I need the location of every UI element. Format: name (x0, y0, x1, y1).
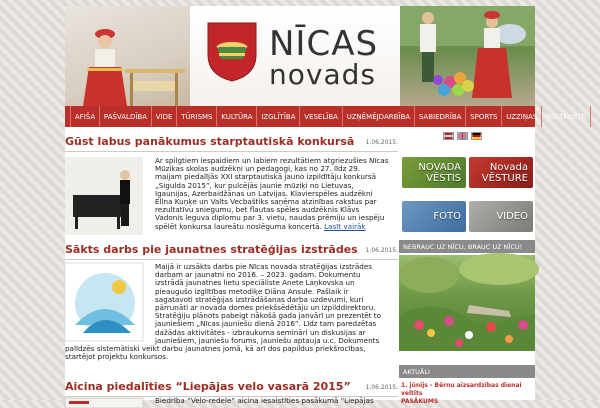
article-line: jauniešiem „Nīcas jauniešu dienā 2016”. Līdz tam paredzētas (155, 319, 377, 329)
article-text (155, 397, 398, 405)
article-line: darbam ar jaunatni no 2016. – 2023. gadam. Dokumentu (155, 270, 361, 280)
news-item[interactable] (401, 382, 535, 406)
article-image-strategy[interactable] (65, 263, 143, 341)
nav-item-pasvaldiba[interactable]: PAŠVALDĪBA (100, 106, 152, 127)
article-line: Ar spilgtiem iespaidiem un labiem rezultātiem atgriezušies Nīcas (155, 156, 389, 165)
nav-item-sports[interactable]: SPORTS (466, 106, 502, 127)
folk-costume-woman-image (83, 28, 127, 106)
latvia-flag-icon[interactable] (443, 132, 454, 140)
article-text-full (65, 345, 398, 361)
slogan-banner: NEBRAUC UZ NĪCU, BRAUC UZ NĪCU! (399, 240, 535, 253)
nav-item-sabiedriba[interactable]: SABIEDRĪBA (415, 106, 466, 127)
page (65, 6, 586, 405)
nav-item-kultura[interactable]: KULTŪRA (217, 106, 257, 127)
nav-item-uzzinas[interactable]: UZZIŅAS (502, 106, 542, 127)
header-photo-right (400, 6, 535, 106)
nav-item-uznemejdarbiba[interactable]: UZŅĒMĒJDARBĪBA (343, 106, 415, 127)
sidebar (399, 127, 535, 405)
tile-label-line: VĒSTIS (426, 172, 461, 184)
article-date: 1.06.2015. (365, 247, 398, 254)
article-line: izstrādā jaunatnes lietu speciāliste Anete Laņkovska un (155, 278, 355, 288)
news-item-line: 1. jūnijs - Bērnu aizsardzības dienai veltīts (401, 382, 522, 397)
flower-garden-image (399, 255, 535, 351)
tile-label (482, 162, 528, 184)
article-title[interactable]: Aicina piedalīties “Liepājas velo vasarā 2015” (65, 380, 351, 393)
article-title[interactable]: Sākts darbs pie jaunatnes stratēģijas izstrādes (65, 243, 358, 256)
header-photo-left (65, 6, 190, 106)
tile-label-line: VĒSTURE (481, 172, 528, 184)
article-divider (65, 151, 398, 152)
novada-vesture-tile[interactable] (469, 157, 533, 188)
nav-item-izglitiba[interactable]: IZGLĪTĪBA (257, 106, 300, 127)
tile-label: VIDEO (496, 211, 528, 222)
article-title[interactable]: Gūst labus panākumus starptautiskā konkursā (65, 135, 355, 148)
site-header (65, 6, 535, 106)
read-more-link[interactable]: Lasīt vairāk (324, 221, 366, 231)
article-line: startējot projektu konkursos. (65, 352, 169, 362)
article-line: rezultatīvu sniegumu, bet flautas spēles audzēknis Klāvs (155, 205, 360, 215)
nav-item-veseliba[interactable]: VESELĪBA (300, 106, 342, 127)
article-line: dažādas aktivitātes - izbraukuma semināri un diskusijas ar (155, 327, 366, 337)
nav-item-turisms[interactable]: TŪRISMS (177, 106, 217, 127)
article-text (155, 263, 398, 345)
article-line: Maijā ir uzsākts darbs pie Nīcas novada stratēģijas izstrādes (155, 262, 372, 271)
article-line: Mūzikas skolas audzēkņi un pedagogi, kas no 27. līdz 29. (155, 164, 361, 174)
article-line: palīdzēs sistemātiski veikt darbu jaunatnes jomā, kā arī dos papildus priekšrocības, (65, 344, 366, 353)
article-line (155, 223, 398, 231)
nav-item-pastkaste[interactable]: PASTKASTE (542, 106, 590, 127)
germany-flag-icon[interactable] (471, 132, 482, 140)
loom-image (125, 61, 185, 106)
article-image-velo[interactable] (65, 398, 143, 408)
article-text (155, 157, 398, 231)
video-tile[interactable] (469, 201, 533, 232)
coat-of-arms-icon (206, 21, 258, 83)
novada-vestis-tile[interactable] (402, 157, 466, 188)
article-image-concert[interactable] (65, 157, 143, 235)
article-line: „Sigulda 2015”, kur pulcējās jaunie mūziķi no Lietuvas, (155, 180, 354, 190)
foto-tile[interactable] (402, 201, 466, 232)
main-nav (65, 106, 586, 127)
article-date: 1.06.2015. (365, 139, 398, 146)
site-subtitle: novads (269, 58, 376, 91)
article-line: Igaunijas, Azerbaidžānas un Latvijas. Klavierspēles audzēkni (155, 188, 373, 198)
nav-item-vide[interactable]: VIDE (152, 106, 177, 127)
article-line: pieaugušo izglītības metodiķe Diāna Ansule. Pašlaik ir (155, 286, 349, 296)
tile-label-line: Novada (489, 161, 528, 173)
article-date: 1.06.2015. (365, 384, 398, 391)
news-column (65, 127, 398, 405)
article-line: sagatavoti stratēģijas izstrādāšanas darba uzdevumi, kuri (155, 294, 364, 304)
article-line: Vadonis leguva diplomu par 3. vietu, naudas prēmiju un iespēju (155, 213, 385, 223)
tile-label-line: NOVADA (418, 161, 461, 173)
article-line: Ellna Kuņķe un Valts Vecbaštiks saņēma atzinības rakstus par (155, 197, 377, 207)
news-article (65, 243, 398, 383)
garden-photo[interactable] (399, 255, 535, 351)
tile-label: FOTO (433, 211, 461, 222)
news-heading: AKTUĀLI (399, 365, 535, 378)
folk-couple-image (400, 6, 535, 106)
site-title: NĪCAS (269, 24, 379, 64)
news-item-line: PASĀKUMS (401, 398, 439, 405)
article-line: pārrunāti ar novada domes priekšsēdētāju un izpilddirektoru. (155, 303, 376, 313)
article-line: Biedrība “Velo-redele” aicina iesaistīties pasākumā “Liepājas (155, 396, 374, 405)
article-line: maijam piedalījās XXI starptautiskā jauno izpildītāju konkursā (155, 172, 376, 182)
article-divider (65, 259, 398, 260)
article-line-text: spēlēt konkursa laureātu noslēguma koncertā. (155, 221, 322, 231)
article-line: jauniešiem, jauniešu forums, jauniešu aptauja u.c. Dokuments (155, 335, 380, 345)
uk-flag-icon[interactable] (457, 132, 468, 140)
language-switcher (443, 132, 482, 140)
nav-item-afisa[interactable]: AFIŠA (70, 106, 100, 127)
article-line: Stratēģiju plānots pabeigt nākošā gada janvārī un prezentēt to (155, 311, 382, 321)
tile-label (418, 162, 461, 184)
